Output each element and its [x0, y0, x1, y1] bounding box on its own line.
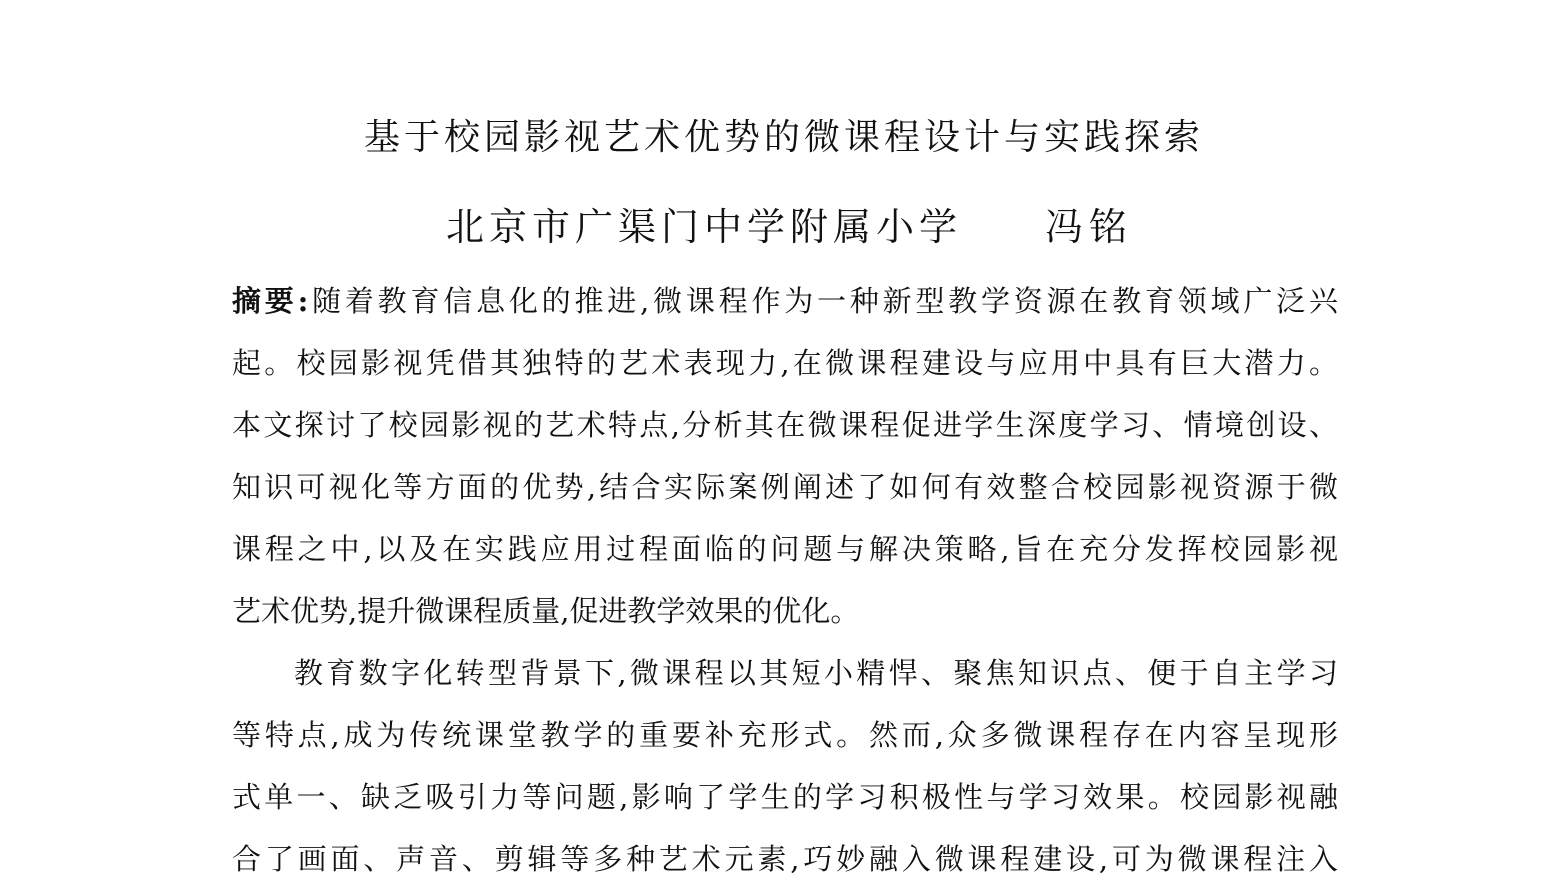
body-line: 合了画面、声音、剪辑等多种艺术元素,巧妙融入微课程建设,可为微课程注入 [232, 842, 1338, 876]
paper-title: 基于校园影视艺术优势的微课程设计与实践探索 [363, 117, 1204, 158]
abstract-line [232, 270, 1338, 332]
abstract-line: 知识可视化等方面的优势,结合实际案例阐述了如何有效整合校园影视资源于微 [232, 470, 1338, 504]
abstract-label: 摘要: [232, 284, 309, 318]
paper-body [232, 270, 1338, 890]
abstract-line: 起。校园影视凭借其独特的艺术表现力,在微课程建设与应用中具有巨大潜力。 [232, 346, 1338, 380]
body-line: 式单一、缺乏吸引力等问题,影响了学生的学习积极性与学习效果。校园影视融 [232, 780, 1338, 814]
abstract-line: 课程之中,以及在实践应用过程面临的问题与解决策略,旨在充分发挥校园影视 [232, 532, 1338, 566]
abstract-line: 本文探讨了校园影视的艺术特点,分析其在微课程促进学生深度学习、情境创设、 [232, 408, 1338, 442]
abstract-line: 艺术优势,提升微课程质量,促进教学效果的优化。 [232, 594, 860, 628]
body-line: 教育数字化转型背景下,微课程以其短小精悍、聚焦知识点、便于自主学习 [294, 656, 1338, 690]
author-name: 冯铭 [1045, 205, 1134, 249]
abstract-line-text: 随着教育信息化的推进,微课程作为一种新型教学资源在教育领域广泛兴 [308, 284, 1338, 318]
body-line: 等特点,成为传统课堂教学的重要补充形式。然而,众多微课程存在内容呈现形 [232, 718, 1338, 752]
author-affiliation: 北京市广渠门中学附属小学 [446, 205, 963, 249]
